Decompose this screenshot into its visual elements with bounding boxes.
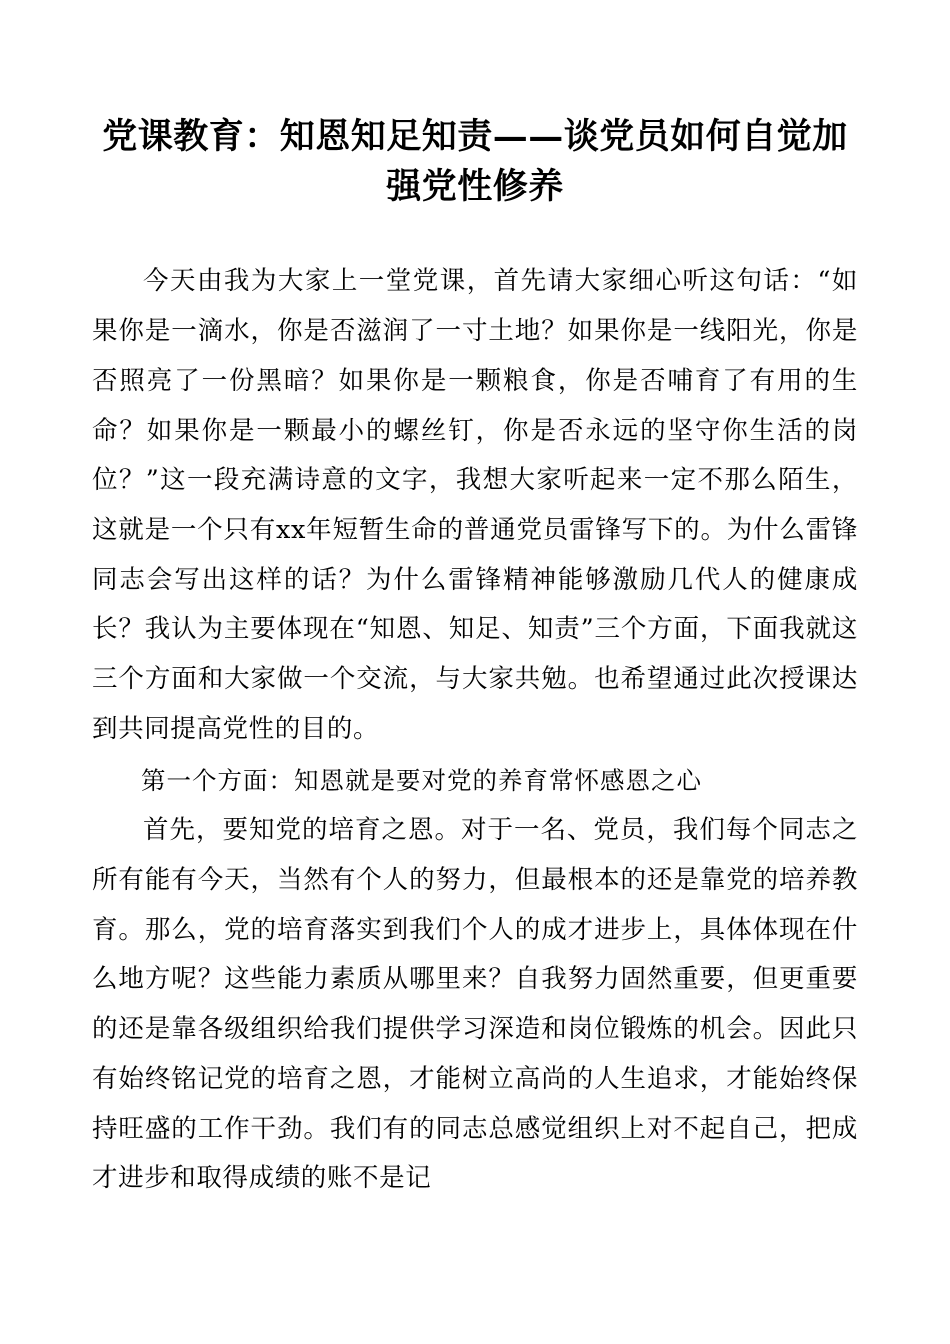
page-title: 党课教育：知恩知足知责——谈党员如何自觉加强党性修养: [102, 116, 848, 207]
paragraph-intro: 今天由我为大家上一堂党课，首先请大家细心听这句话：“如果你是一滴水，你是否滋润了一寸土地？如果你是一线阳光，你是否照亮了一份黑暗？如果你是一颗粮食，你是否哺育了有用的生命？如果你是一颗最小的螺丝钉，你是否永远的坚守你生活的岗位？”这一段充满诗意的文字，我想大家听起来一定不那么陌生，这就是一个只有xx年短暂生命的普通党员雷锋写下的。为什么雷锋同志会写出这样的话？为什么雷锋精神能够激励几代人的健康成长？我认为主要体现在“知恩、知足、知责”三个方面，下面我就这三个方面和大家做一个交流，与大家共勉。也希望通过此次授课达到共同提高党性的目的。: [92, 266, 858, 744]
section-heading-1: 第一个方面：知恩就是要对党的养育常怀感恩之心: [141, 765, 702, 795]
document-body: [92, 257, 858, 1204]
paragraph-section-1-body: 首先，要知党的培育之恩。对于一名、党员，我们每个同志之所有能有今天，当然有个人的努力，但最根本的还是靠党的培养教育。那么，党的培育落实到我们个人的成才进步上，具体体现在什么地方呢？这些能力素质从哪里来？自我努力固然重要，但更重要的还是靠各级组织给我们提供学习深造和岗位锻炼的机会。因此只有始终铭记党的培育之恩，才能树立高尚的人生追求，才能始终保持旺盛的工作干劲。我们有的同志总感觉组织上对不起自己，把成才进步和取得成绩的账不是记: [92, 815, 858, 1194]
